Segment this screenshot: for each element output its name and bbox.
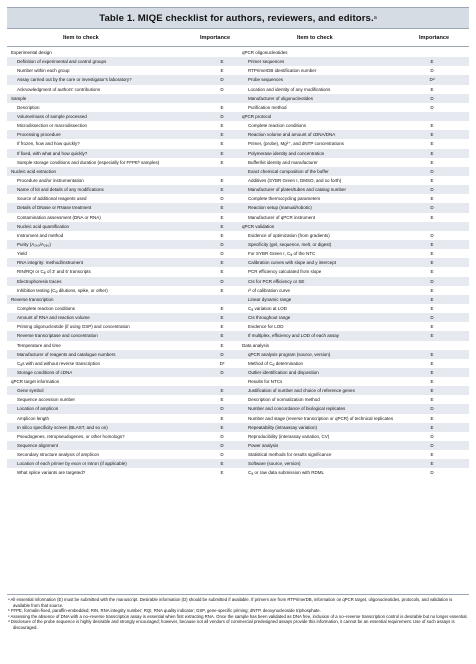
section-heading-row [238, 48, 469, 57]
importance-value: D [430, 433, 434, 439]
checklist-item: Reproducibility (interassay variation, CV) [248, 433, 330, 439]
checklist-item: Evidence of optimization (from gradients) [248, 232, 330, 238]
table-row [7, 130, 238, 139]
importance-value: E [430, 141, 434, 147]
table-row [238, 423, 469, 432]
table-row [238, 258, 469, 267]
checklist-item: Electrophoresis traces [17, 278, 62, 284]
importance-value: D [430, 168, 434, 174]
importance-value: E [220, 205, 224, 211]
importance-value: E [430, 379, 434, 385]
importance-value: E [430, 150, 434, 156]
importance-value: E [430, 360, 434, 366]
footnote-c: ᶜ Assessing the absence of DNA with a no–reverse transcription assay is essential when first extracting RNA. Once the sample has been validated as DNA free, inclusion of a no–reverse transcription control is desirable but no longer essential. [8, 613, 468, 619]
checklist-item: Contamination assessment (DNA or RNA) [17, 214, 101, 220]
importance-value: E [220, 214, 224, 220]
checklist-item: Acknowledgment of authors' contributions [17, 86, 101, 92]
importance-value: E [220, 123, 224, 129]
table-row [238, 313, 469, 322]
title-footnote-mark: a [373, 15, 377, 21]
importance-value: Dᵈ [429, 77, 435, 83]
checklist-item: Procedure and/or instrumentation [17, 177, 84, 183]
table-row [238, 450, 469, 459]
table-row [238, 240, 469, 249]
importance-value: Dᶜ [219, 360, 225, 366]
checklist-item: Location of each primer by exon or intron (if applicable) [17, 461, 127, 467]
table-title: Table 1. MIQE checklist for authors, reviewers, and editors. [99, 12, 374, 24]
importance-value: E [220, 415, 224, 421]
importance-value: D [220, 241, 224, 247]
checklist-item: Software (source, version) [248, 461, 301, 467]
table-row [7, 423, 238, 432]
checklist-item: Power analysis [248, 443, 279, 449]
checklist-item: Source of additional reagents used [17, 196, 87, 202]
table-row [7, 322, 238, 331]
footnote-a: ᵃ All essential information (E) must be submitted with the manuscript. Desirable information (D) should be submitted if available. If primers are from RTPrimerDB, information on qPCR target, oligonucleotides, protocols, and validation is available from that source. [8, 597, 453, 608]
checklist-item: qPCR target information [11, 379, 60, 385]
importance-value: D [430, 315, 434, 321]
checklist-item: qPCR analysis program (source, version) [248, 351, 331, 357]
table-row [238, 139, 469, 148]
importance-value: E [430, 397, 434, 403]
section-heading-row [7, 377, 238, 386]
checklist-item: Sequence accession number [17, 397, 76, 403]
checklist-item: RNA integrity: method/instrument [17, 260, 84, 266]
table-row [7, 386, 238, 395]
checklist-item: Sample [11, 95, 27, 101]
checklist-item: Specificity (gel, sequence, melt, or digest) [248, 241, 332, 247]
checklist-item: Secondary structure analysis of amplicon [17, 452, 100, 458]
table-row [7, 112, 238, 121]
table-row [7, 139, 238, 148]
checklist-item: Amount of RNA and reaction volume [17, 315, 90, 321]
table-bottom-rule [7, 594, 469, 595]
checklist-item: Purity (A₂₆₀/A₂₈₀) [17, 241, 51, 247]
checklist-item: Nucleic acid quantification [17, 223, 70, 229]
importance-value: D [220, 196, 224, 202]
table-row [7, 331, 238, 340]
checklist-item: Gene symbol [17, 388, 44, 394]
importance-value: E [430, 260, 434, 266]
table-row [7, 359, 238, 368]
table-row [238, 441, 469, 450]
importance-value: E [220, 305, 224, 311]
table-row [7, 66, 238, 75]
importance-value: D [430, 187, 434, 193]
checklist-item: PCR efficiency calculated from slope [248, 269, 322, 275]
checklist-item: CIs for PCR efficiency or SE [248, 278, 305, 284]
table-row [238, 386, 469, 395]
checklist-item: For SYBR Green I, Cᵩ of the NTC [248, 251, 316, 257]
table-row [7, 313, 238, 322]
table-row [238, 249, 469, 258]
checklist-item: Amplicon length [17, 415, 50, 421]
table-row [7, 404, 238, 413]
importance-value: E [220, 141, 224, 147]
table-row [7, 231, 238, 240]
importance-value: E [430, 59, 434, 65]
left-column [7, 48, 238, 478]
table-row [238, 231, 469, 240]
table-row [238, 57, 469, 66]
right-importance-header: Importance [419, 35, 450, 41]
checklist-item: Experimental design [11, 50, 52, 55]
importance-value: E [220, 342, 224, 348]
table-row [238, 468, 469, 477]
importance-value: D [430, 205, 434, 211]
checklist-item: Reaction volume and amount of cDNA/DNA [248, 132, 336, 138]
table-row [7, 185, 238, 194]
checklist-item: Outlier identification and disposition [248, 369, 319, 375]
importance-value: D [430, 443, 434, 449]
table-row [238, 304, 469, 313]
checklist-item: Assay carried out by the core or investigator's laboratory? [17, 77, 132, 83]
importance-value: E [430, 351, 434, 357]
checklist-item: Number and stage (reverse transcription or qPCR) of technical replicates [248, 415, 394, 421]
checklist-item: Purification method [248, 104, 287, 110]
importance-value: E [220, 388, 224, 394]
table-row [238, 194, 469, 203]
checklist-item: Priming oligonucleotide (if using GSP) and concentration [17, 324, 130, 330]
table-row [238, 103, 469, 112]
table-row [7, 57, 238, 66]
importance-value: E [220, 159, 224, 165]
checklist-item: Data analysis [242, 342, 270, 348]
checklist-item: RIN/RQI or Cᵩ of 3′ and 5′ transcripts [17, 269, 91, 275]
importance-value: E [430, 177, 434, 183]
table-row [238, 66, 469, 75]
section-heading-row [238, 112, 469, 121]
checklist-item: Number and concordance of biological replicates [248, 406, 346, 412]
checklist-item: Polymerase identity and concentration [248, 150, 325, 156]
importance-value: E [220, 287, 224, 293]
importance-value: E [430, 452, 434, 458]
table-row [238, 395, 469, 404]
table-row [7, 213, 238, 222]
importance-value: E [430, 415, 434, 421]
importance-value: E [220, 68, 224, 74]
checklist-item: Details of DNase or RNase treatment [17, 205, 92, 211]
table-row [7, 286, 238, 295]
checklist-item: Pseudogenes, retropseudogenes, or other homologs? [17, 433, 125, 439]
footnotes [7, 597, 469, 631]
checklist-item: Primer, (probe), Mg²⁺, and dNTP concentrations [248, 141, 344, 147]
checklist-item: Inhibition testing (Cᵩ dilutions, spike, or other) [17, 287, 108, 293]
table-row [238, 167, 469, 176]
table-row [7, 432, 238, 441]
checklist-item: In silico specificity screen (BLAST, and so on) [17, 424, 108, 430]
table-row [7, 203, 238, 212]
checklist-item: Buffer/kit identity and manufacturer [248, 159, 318, 165]
checklist-item: Description [17, 104, 40, 110]
importance-value: D [220, 433, 224, 439]
importance-value: D [430, 278, 434, 284]
checklist-item: Location and identity of any modifications [248, 86, 331, 92]
checklist-item: If frozen, how and how quickly? [17, 141, 80, 147]
table-row [238, 277, 469, 286]
checklist-item: Reverse transcription [11, 296, 54, 302]
checklist-item: Cᵩ variation at LOD [248, 305, 287, 311]
table-row [7, 368, 238, 377]
table-row [7, 158, 238, 167]
checklist-item: What splice variants are targeted? [17, 470, 86, 476]
checklist-item: Volume/mass of sample processed [17, 113, 87, 119]
checklist-item: Linear dynamic range [248, 296, 292, 302]
table-row [238, 185, 469, 194]
importance-value: D [220, 113, 224, 119]
checklist-item: Number within each group [17, 68, 70, 74]
checklist-item: Manufacturer of plates/tubes and catalog number [248, 187, 347, 193]
importance-value: E [430, 333, 434, 339]
table-row [238, 85, 469, 94]
importance-value: D [220, 369, 224, 375]
checklist-item: Processing procedure [17, 132, 61, 138]
table-row [7, 75, 238, 84]
table-row [238, 414, 469, 423]
checklist-item: Results for NTCs [248, 379, 283, 385]
table-row [7, 304, 238, 313]
table-row [238, 432, 469, 441]
importance-value: D [430, 68, 434, 74]
table-row [238, 295, 469, 304]
importance-value: E [220, 470, 224, 476]
importance-value: D [430, 470, 434, 476]
importance-value: D [220, 351, 224, 357]
importance-value: E [220, 324, 224, 330]
importance-value: E [430, 214, 434, 220]
checklist-item: Name of kit and details of any modifications [17, 187, 104, 193]
table-row [238, 130, 469, 139]
importance-value: E [220, 424, 224, 430]
importance-value: E [220, 461, 224, 467]
importance-value: E [430, 296, 434, 302]
checklist-item: Repeatability (intraassay variation) [248, 424, 318, 430]
table-row [7, 441, 238, 450]
right-column [238, 48, 469, 478]
column-header-row [7, 32, 469, 46]
importance-value: E [220, 333, 224, 339]
checklist-item: Evidence for LOD [248, 324, 284, 330]
importance-value: E [220, 315, 224, 321]
table-row [238, 176, 469, 185]
checklist-item: Reverse transcriptase and concentration [17, 333, 98, 339]
table-row [238, 459, 469, 468]
checklist-item: Manufacturer of qPCR instrument [248, 214, 316, 220]
checklist-item: Microdissection or macrodissection [17, 123, 88, 129]
checklist-item: RTPrimerDB identification number [248, 68, 317, 74]
footnote-b: ᵇ FFPE, formalin-fixed, paraffin-embedded; RIN, RNA integrity number; RQI, RNA quality indicator; GSP, gene-specific priming; dNTP, deoxynucleoside triphosphate. [8, 608, 321, 614]
importance-value: E [430, 241, 434, 247]
checklist-item: Storage conditions of cDNA [17, 369, 73, 375]
checklist-item: Complete thermocycling parameters [248, 196, 321, 202]
checklist-item: Sample storage conditions and duration (especially for FFPEᵇ samples) [17, 159, 160, 165]
importance-value: D [220, 452, 224, 458]
importance-value: E [430, 388, 434, 394]
checklist-item: Yield [17, 251, 27, 257]
importance-value: E [430, 369, 434, 375]
table-row [238, 213, 469, 222]
section-heading-row [7, 94, 238, 103]
section-heading-row [7, 167, 238, 176]
checklist-item: Complete reaction conditions [17, 305, 76, 311]
table-row [7, 450, 238, 459]
table-row [238, 149, 469, 158]
checklist-item: Manufacturer of reagents and catalogue numbers [17, 351, 116, 357]
importance-value: E [430, 461, 434, 467]
section-heading-row [238, 222, 469, 231]
table-row [238, 322, 469, 331]
table-row [7, 194, 238, 203]
importance-value: D [220, 443, 224, 449]
checklist-item: Reaction setup (manual/robotic) [248, 205, 312, 211]
checklist-item: Description of normalization method [248, 397, 320, 403]
checklist-item: Cᵩs with and without reverse transcription [17, 360, 101, 366]
importance-value: E [220, 232, 224, 238]
footnote-d: ᵈ Disclosure of the probe sequence is highly desirable and strongly encouraged; however, because not all vendors of commercial predesigned assays provide this information, it cannot be an essential requirement. Use of such assays is discouraged. [8, 619, 455, 630]
importance-value: E [220, 177, 224, 183]
checklist-item: Probe sequences [248, 77, 284, 83]
table-row [238, 350, 469, 359]
checklist-item: Statistical methods for results significance [248, 452, 332, 458]
table-row [7, 240, 238, 249]
importance-value: E [220, 397, 224, 403]
table-row [7, 249, 238, 258]
section-heading-row [238, 341, 469, 350]
table-row [7, 258, 238, 267]
left-item-header: Item to check [63, 35, 99, 41]
table-row [238, 121, 469, 130]
table-row [7, 103, 238, 112]
table-row [7, 176, 238, 185]
header-divider [7, 46, 469, 47]
importance-value: E [430, 159, 434, 165]
checklist-item: Primer sequences [248, 59, 285, 65]
importance-value: E [430, 287, 434, 293]
importance-value: E [430, 251, 434, 257]
section-heading-row [7, 48, 238, 57]
importance-value: E [220, 150, 224, 156]
checklist-item: Nucleic acid extraction [11, 168, 57, 174]
table-row [7, 85, 238, 94]
table-row [7, 468, 238, 477]
checklist-item: Location of amplicon [17, 406, 59, 412]
importance-value: D [430, 95, 434, 101]
importance-value: E [430, 132, 434, 138]
importance-value: E [430, 123, 434, 129]
importance-value: E [430, 269, 434, 275]
importance-value: E [430, 424, 434, 430]
checklist-item: CIs throughout range [248, 315, 291, 321]
table-row [238, 94, 469, 103]
checklist-item: Complete reaction conditions [248, 123, 307, 129]
table-row [7, 267, 238, 276]
importance-value: E [220, 59, 224, 65]
table-row [7, 459, 238, 468]
checklist-item: If multiplex, efficiency and LOD of each assay [248, 333, 339, 339]
checklist-item: qPCR validation [242, 223, 275, 229]
table-row [238, 404, 469, 413]
importance-value: E [220, 132, 224, 138]
checklist-item: Exact chemical composition of the buffer [248, 168, 329, 174]
table-row [238, 158, 469, 167]
importance-value: E [220, 269, 224, 275]
table-row [7, 121, 238, 130]
checklist-item: Cᵩ or raw data submission with RDML [248, 470, 325, 476]
checklist-item: Method of Cᵩ determination [248, 360, 304, 366]
checklist-item: Definition of experimental and control groups [17, 59, 107, 65]
table-row [238, 75, 469, 84]
table-row [7, 395, 238, 404]
table-row [238, 368, 469, 377]
table-row [7, 222, 238, 231]
table-row [238, 377, 469, 386]
checklist-item: qPCR oligonucleotides [242, 50, 288, 55]
checklist-item: Calibration curves with slope and y intercept [248, 260, 337, 266]
table-row [238, 331, 469, 340]
importance-value: E [220, 223, 224, 229]
table-row [238, 286, 469, 295]
table-row [7, 277, 238, 286]
table-row [7, 414, 238, 423]
right-item-header: Item to check [297, 35, 333, 41]
checklist-item: qPCR protocol [242, 113, 272, 119]
checklist-item: Manufacturer of oligonucleotides [248, 95, 314, 101]
table-row [238, 203, 469, 212]
importance-value: E [430, 305, 434, 311]
section-heading-row [7, 295, 238, 304]
importance-value: D [220, 251, 224, 257]
document-page [7, 7, 469, 650]
importance-value: D [430, 406, 434, 412]
checklist-item: Justification of number and choice of reference genes [248, 388, 355, 394]
importance-value: D [430, 104, 434, 110]
checklist-item: r² of calibration curve [248, 287, 291, 293]
importance-value: E [430, 324, 434, 330]
importance-value: E [220, 260, 224, 266]
checklist-item: Additives (SYBR Green I, DMSO, and so forth) [248, 177, 342, 183]
importance-value: D [220, 278, 224, 284]
table-row [238, 359, 469, 368]
checklist-item: If fixed, with what and how quickly? [17, 150, 88, 156]
table-title-bar [7, 7, 469, 29]
importance-value: E [220, 187, 224, 193]
importance-value: E [430, 86, 434, 92]
checklist-item: Temperature and time [17, 342, 61, 348]
table-row [7, 350, 238, 359]
importance-value: D [220, 406, 224, 412]
table-row [238, 267, 469, 276]
table-row [7, 149, 238, 158]
importance-value: E [430, 196, 434, 202]
checklist-item: Sequence alignment [17, 443, 59, 449]
checklist-item: Instrument and method [17, 232, 64, 238]
importance-value: D [430, 232, 434, 238]
importance-value: D [220, 77, 224, 83]
importance-value: D [220, 86, 224, 92]
importance-value: E [220, 104, 224, 110]
table-row [7, 341, 238, 350]
left-importance-header: Importance [200, 35, 231, 41]
